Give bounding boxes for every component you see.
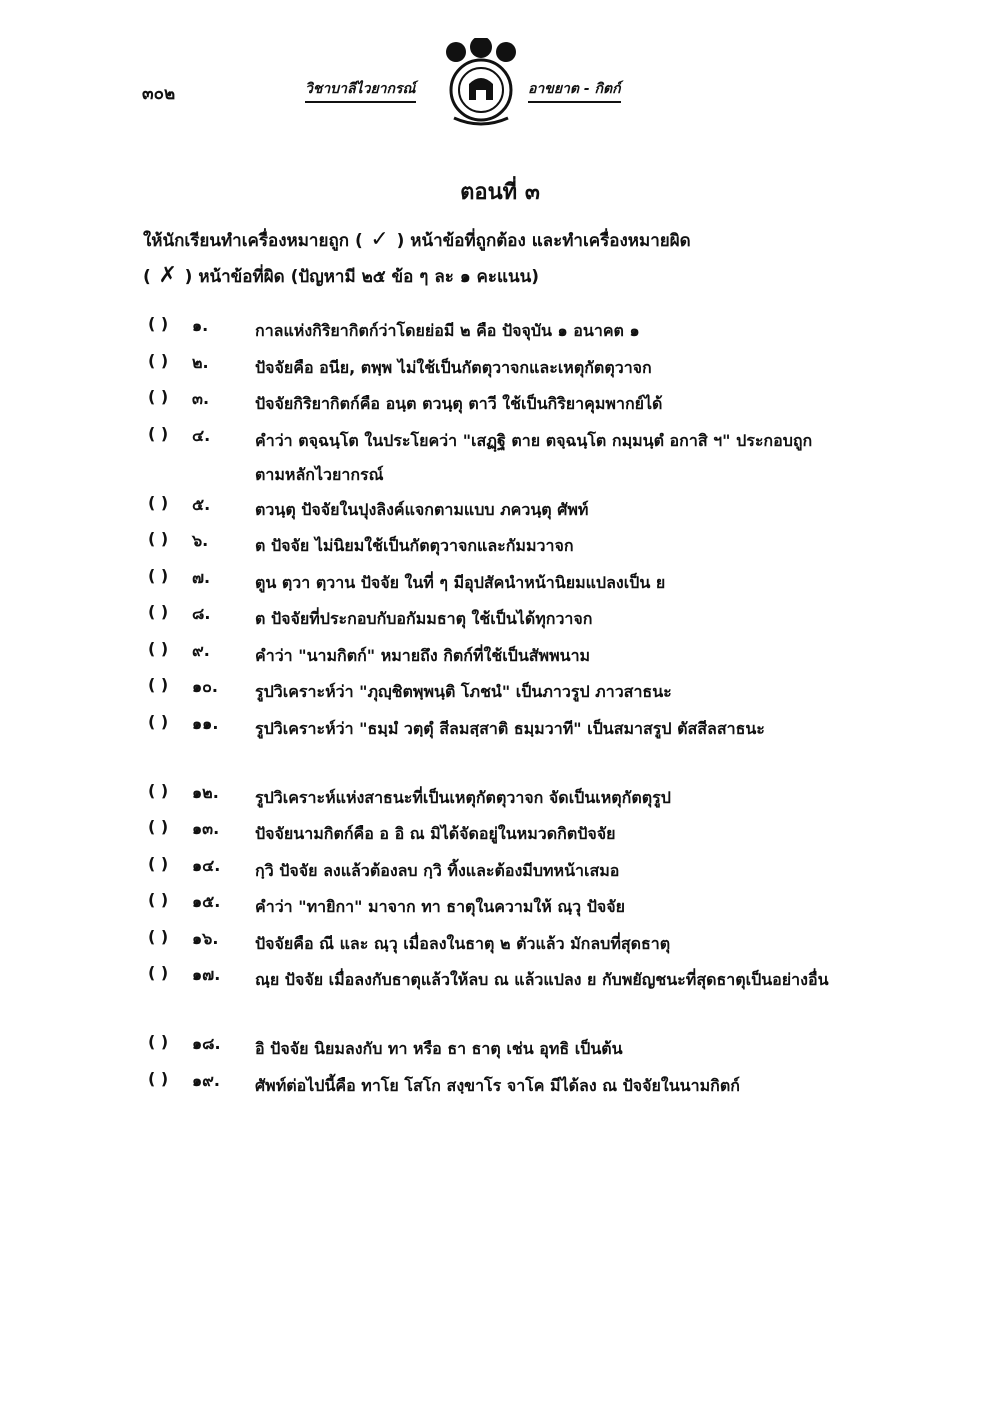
answer-blank[interactable]: ( ) — [148, 780, 169, 800]
answer-blank[interactable]: ( ) — [148, 529, 169, 548]
instruction-line-2 — [143, 264, 843, 289]
question-text: ตูน ตฺวา ตฺวาน ปัจจัย ในที่ ๆ มีอุปสัคนำหน้านิยมแปลงเป็น ย — [255, 572, 666, 592]
question-text: ปัจจัยกิริยากิตก์คือ อนฺต ตวนฺตุ ตาวี ใช้เป็นกิริยาคุมพากย์ได้ — [255, 394, 663, 413]
answer-blank[interactable]: ( ) — [148, 565, 169, 585]
question-number: ๑๔. — [192, 855, 221, 875]
question-text: ต ปัจจัยที่ประกอบกับอกัมมธาตุ ใช้เป็นได้ทุกวาจก — [255, 609, 593, 628]
question-number: ๑๙. — [192, 1070, 220, 1090]
page-header — [0, 38, 1000, 138]
question-text: ศัพท์ต่อไปนี้คือ ทาโย โสโก สงฺขาโร จาโค มีได้ลง ณ ปัจจัยในนามกิตก์ — [255, 1075, 740, 1095]
question-text: อิ ปัจจัย นิยมลงกับ ทา หรือ ธา ธาตุ เช่น อุทธิ เป็นต้น — [255, 1039, 623, 1058]
section-title: ตอนที่ ๓ — [460, 180, 540, 205]
question-number: ๑. — [192, 316, 209, 335]
answer-blank[interactable]: ( ) — [148, 711, 169, 731]
answer-blank[interactable]: ( ) — [148, 817, 169, 836]
question-text: ปัจจัยนามกิตก์คือ อ อิ ณ มิได้จัดอยู่ในหมวดกิตปัจจัย — [255, 824, 616, 843]
answer-blank[interactable]: ( ) — [148, 675, 169, 694]
answer-blank[interactable]: ( ) — [148, 853, 169, 873]
question-number: ๑๗. — [192, 965, 221, 984]
question-number: ๕. — [192, 494, 211, 514]
question-text: กฺวิ ปัจจัย ลงแล้วต้องลบ กฺวิ ทิ้งและต้องมีบทหน้าเสมอ — [255, 860, 620, 880]
instruction-line-1 — [143, 228, 843, 253]
question-text: รูปวิเคราะห์ว่า "ภุญฺชิตพฺพนฺติ โภชนํ" เป็นภาวรูป ภาวสาธนะ — [255, 682, 672, 701]
answer-blank[interactable]: ( ) — [148, 638, 169, 658]
question-number: ๘. — [192, 604, 211, 623]
answer-blank[interactable]: ( ) — [148, 926, 169, 946]
question-number: ๑๖. — [192, 928, 219, 948]
question-number: ๑๓. — [192, 819, 220, 838]
question-text: ปัจจัยคือ อนีย, ตพฺพ ไม่ใช้เป็นกัตตุวาจกและเหตุกัตตุวาจก — [255, 357, 652, 377]
check-mark-icon: ✓ — [370, 227, 389, 252]
question-text: ณฺย ปัจจัย เมื่อลงกับธาตุแล้วให้ลบ ณ แล้วแปลง ย กับพยัญชนะที่สุดธาตุเป็นอย่างอื่น — [255, 970, 829, 989]
answer-blank[interactable]: ( ) — [148, 1068, 169, 1088]
cross-mark-icon: ✗ — [158, 263, 177, 288]
page-number: ๓๐๒ — [142, 84, 176, 104]
question-number: ๑๑. — [192, 713, 219, 733]
question-number: ๖. — [192, 531, 209, 550]
instruction-text: ( — [143, 267, 151, 287]
question-number: ๑๕. — [192, 892, 221, 911]
answer-blank[interactable]: ( ) — [148, 350, 169, 370]
question-text: รูปวิเคราะห์แห่งสาธนะที่เป็นเหตุกัตตุวาจก จัดเป็นเหตุกัตตุรูป — [255, 787, 671, 807]
running-title-left: วิชาบาลีไวยากรณ์ — [305, 78, 416, 103]
question-number: ๓. — [192, 389, 210, 408]
instruction-text: ) หน้าข้อที่ถูกต้อง และทำเครื่องหมายผิด — [396, 231, 691, 251]
answer-blank[interactable]: ( ) — [148, 963, 169, 982]
answer-blank[interactable]: ( ) — [148, 1032, 169, 1051]
question-text: รูปวิเคราะห์ว่า "ธมฺมํ วตฺตุํ สีลมสฺสาติ ธมฺมวาที" เป็นสมาสรูป ตัสสีลสาธนะ — [255, 718, 765, 738]
question-text: คำว่า ตจฺฉนฺโต ในประโยคว่า "เสฏฺฐิ ตาย ตจฺฉนฺโต กมฺมนฺตํ อกาสิ ฯ" ประกอบถูกตามหลักไวยากรณ์ — [255, 430, 813, 484]
question-number: ๙. — [192, 640, 210, 660]
question-number: ๔. — [192, 425, 211, 445]
question-text: ปัจจัยคือ ณี และ ณฺวุ เมื่อลงในธาตุ ๒ ตัวแล้ว มักลบที่สุดธาตุ — [255, 933, 671, 953]
answer-blank[interactable]: ( ) — [148, 890, 169, 909]
question-number: ๑๐. — [192, 677, 218, 696]
answer-blank[interactable]: ( ) — [148, 602, 169, 621]
answer-blank[interactable]: ( ) — [148, 492, 169, 512]
question-number: ๗. — [192, 567, 211, 587]
question-number: ๑๒. — [192, 782, 219, 802]
emblem-logo — [436, 38, 526, 130]
answer-blank[interactable]: ( ) — [148, 314, 169, 333]
answer-blank[interactable]: ( ) — [148, 423, 169, 443]
instruction-text: ) หน้าข้อที่ผิด (ปัญหามี ๒๕ ข้อ ๆ ละ ๑ คะแนน) — [184, 267, 540, 287]
question-text: คำว่า "ทายิกา" มาจาก ทา ธาตุในความให้ ณฺวุ ปัจจัย — [255, 897, 626, 916]
question-number: ๑๘. — [192, 1034, 221, 1053]
question-text: กาลแห่งกิริยากิตก์ว่าโดยย่อมี ๒ คือ ปัจจุบัน ๑ อนาคต ๑ — [255, 321, 640, 340]
answer-blank[interactable]: ( ) — [148, 387, 169, 406]
question-text: คำว่า "นามกิตก์" หมายถึง กิตก์ที่ใช้เป็นสัพพนาม — [255, 645, 591, 665]
question-number: ๒. — [192, 352, 209, 372]
running-title-right: อาขยาต - กิตก์ — [528, 78, 621, 103]
question-text: ต ปัจจัย ไม่นิยมใช้เป็นกัตตุวาจกและกัมมวาจก — [255, 536, 574, 555]
question-text: ตวนฺตุ ปัจจัยในปุงลิงค์แจกตามแบบ ภควนฺตุ ศัพท์ — [255, 499, 589, 519]
instruction-text: ให้นักเรียนทำเครื่องหมายถูก ( — [143, 231, 363, 251]
